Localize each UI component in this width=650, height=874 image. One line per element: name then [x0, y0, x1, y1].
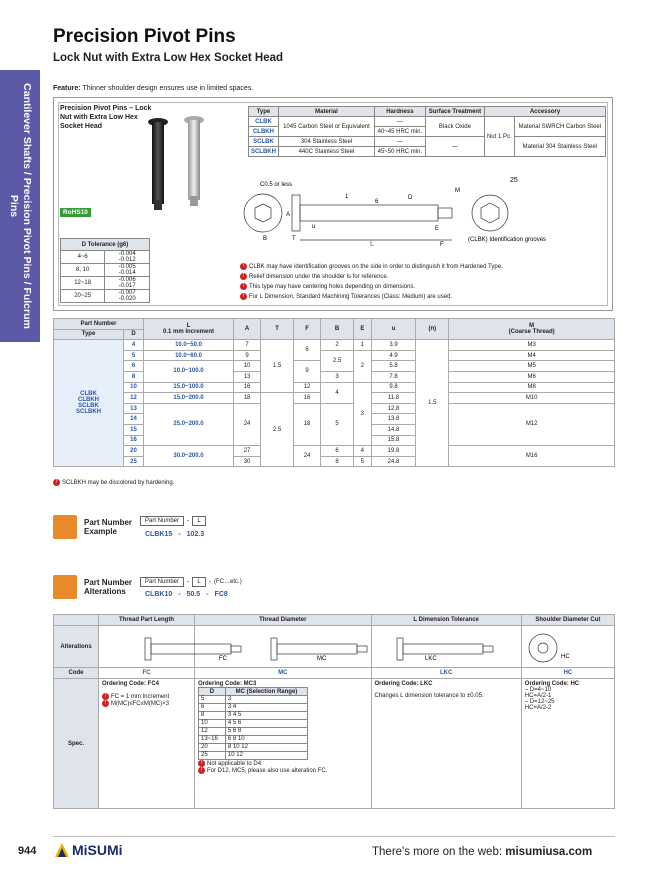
drawing-fig1: 1 [345, 194, 349, 200]
pn-dash: - [187, 578, 190, 586]
pn-alt-label2: Alterations [84, 587, 126, 596]
dim-d: 20 [124, 446, 144, 457]
spec-surface: Black Oxide [425, 117, 484, 137]
pn-example-label [84, 518, 132, 536]
dim-b: 3 [321, 371, 354, 382]
dim-e: 2 [354, 350, 372, 382]
dim-b: 2.5 [321, 350, 354, 371]
dim-d: 4 [124, 340, 144, 351]
grooves-label: (CLBK) Identification grooves [468, 237, 547, 243]
pn-dash: - [206, 591, 209, 598]
hc-fig-label: HC [561, 654, 570, 660]
dim-u: 9.8 [371, 382, 416, 393]
dim-header [449, 319, 615, 340]
caution-icon: ! [102, 693, 109, 700]
fc-fig-label: FC [219, 656, 227, 662]
feature-text: Thinner shoulder design ensures use in limited spaces. [82, 85, 254, 92]
dim-f: 16 [294, 393, 321, 404]
pn-alt-value [145, 591, 228, 598]
pn-dash: - [187, 517, 190, 525]
dim-e: E [435, 226, 440, 232]
dim-m: M16 [449, 446, 615, 467]
dim-header-m: M [529, 323, 535, 330]
surface-roughness: 25 [510, 177, 518, 184]
alt-row-header: Spec. [54, 679, 99, 809]
alt-code: MC [195, 668, 372, 679]
mc-d: 25 [199, 752, 226, 760]
dtol-val [105, 251, 150, 264]
pn-box: Part Number [140, 577, 184, 587]
dtol-d: 8, 10 [61, 264, 105, 277]
dim-header: D [124, 329, 144, 340]
dim-header: Type [54, 329, 124, 340]
dim-u: 12.8 [371, 403, 416, 414]
dim-e: 4 [354, 446, 372, 457]
dim-a: 16 [234, 382, 261, 393]
mc-range: 8 10 12 [225, 744, 307, 752]
dim-l: 15.0~200.0 [144, 393, 234, 404]
spec-material: 304 Stainless Steel [278, 137, 374, 147]
dtol-lower: -0.017 [118, 283, 136, 289]
alt-col-header: L Dimension Tolerance [371, 615, 521, 626]
dtol-lower: -0.014 [118, 270, 136, 276]
part-number-alterations-icon [53, 575, 77, 599]
dim-u: 14.8 [371, 424, 416, 435]
spec-header: Type [249, 107, 279, 117]
hc-line: HC=A/2-1 [524, 693, 552, 699]
note-item [240, 272, 503, 282]
fc-line: M(MC)≤FC≤M(MC)×3 [111, 701, 170, 708]
alt-code: FC [99, 668, 195, 679]
mc-range: 3 4 5 [225, 712, 307, 720]
caution-icon: ! [102, 700, 109, 707]
pn-alt-code: CLBK10 [145, 591, 173, 598]
pn-box: Part Number [140, 516, 184, 526]
footer-divider [53, 836, 615, 837]
dim-u: 7.8 [371, 371, 416, 382]
alt-code: LKC [371, 668, 521, 679]
dtol-d: 20~25 [61, 290, 105, 303]
dim-a: 7 [234, 340, 261, 351]
fc-line: FC = 1 mm Increment [111, 694, 170, 701]
dtol-lower: -0.020 [118, 296, 136, 302]
web-promo [372, 846, 592, 858]
alt-col-header: Thread Diameter [195, 615, 372, 626]
dim-d: 5 [124, 350, 144, 361]
mc-note: For D12, MC5, please also use alteration FC. [207, 768, 328, 775]
pn-dash: - [208, 578, 212, 586]
pn-example-label2: Example [84, 527, 117, 536]
alt-col-header: Thread Part Length [99, 615, 195, 626]
hc-line: HC=A/2-2 [524, 705, 552, 711]
alt-spec-lkc [371, 679, 521, 809]
dim-m: M5 [449, 361, 615, 372]
dim-header: B [321, 319, 354, 340]
mc-d: 5 [199, 696, 226, 704]
dim-d: D [408, 195, 413, 201]
pn-alt-label [84, 578, 132, 596]
dim-d: 12 [124, 393, 144, 404]
dim-l: L [370, 241, 374, 248]
technical-drawing [240, 168, 610, 260]
mc-d: 20 [199, 744, 226, 752]
dtol-upper: -0.007 [118, 290, 136, 296]
caution-icon: ! [198, 760, 205, 767]
dim-u: 13.8 [371, 414, 416, 425]
chamfer-note: C0.5 or less [260, 182, 293, 188]
mc-range: 6 8 10 [225, 736, 307, 744]
dim-f: 9 [294, 361, 321, 382]
dim-d: 13 [124, 403, 144, 414]
dim-m: M4 [449, 350, 615, 361]
pn-alt-option: FC8 [214, 591, 228, 598]
dim-t: 1.5 [261, 340, 294, 393]
hc-line: – D=4~10 [524, 687, 552, 693]
mc-note: Not applicable to D4. [207, 761, 263, 768]
dim-t: 2.5 [261, 393, 294, 467]
dim-a: 18 [234, 393, 261, 404]
web-url[interactable]: misumiusa.com [505, 846, 593, 858]
dim-u: 15.8 [371, 435, 416, 446]
dim-header-l2: 0.1 mm Increment [162, 329, 215, 336]
mc-ordering-code: Ordering Code: MC3 [198, 681, 257, 687]
dtol-val [105, 277, 150, 290]
lkc-fig-label: LKC [425, 656, 437, 662]
dim-header: E [354, 319, 372, 340]
dim-u: 3.9 [371, 340, 416, 351]
dim-m: M6 [449, 371, 615, 382]
dim-b: 4 [321, 382, 354, 403]
hardening-note-text: SCLBKH may be discolored by hardening. [62, 480, 175, 487]
d-tolerance-table [60, 238, 150, 303]
dim-d: 25 [124, 456, 144, 467]
dim-u: 24.8 [371, 456, 416, 467]
caution-icon: ! [240, 283, 247, 290]
pn-box: L [192, 516, 205, 526]
dtol-upper: -0.004 [118, 251, 136, 257]
feature-label: Feature: [53, 85, 81, 92]
section-side-tab [0, 70, 40, 342]
spec-material: 1045 Carbon Steel or Equivalent [278, 117, 374, 137]
dim-type: CLBKH [78, 397, 99, 404]
alt-spec-mc [195, 679, 372, 809]
dim-u: 5.8 [371, 361, 416, 372]
dtol-val [105, 290, 150, 303]
pn-dash: - [178, 591, 181, 598]
pn-box: L [192, 577, 205, 587]
dim-header-l: L [186, 323, 191, 330]
note-text: This type may have centering holes depending on dimensions. [249, 284, 416, 290]
dim-l: 15.0~100.0 [144, 382, 234, 393]
alt-corner [54, 615, 99, 626]
dim-f: 6 [294, 340, 321, 361]
dim-f: F [440, 242, 444, 248]
spec-accessory-material: Material SWRCH Carbon Steel [514, 117, 605, 137]
dim-header: F [294, 319, 321, 340]
spec-hardness: — [374, 137, 425, 147]
dim-b: 6 [321, 446, 354, 457]
dim-d: 8 [124, 371, 144, 382]
dim-header: u [371, 319, 416, 340]
mc-fig-label: MC [317, 656, 327, 662]
note-item [240, 292, 503, 302]
page-subtitle: Lock Nut with Extra Low Hex Socket Head [53, 52, 284, 64]
dim-f: 24 [294, 446, 321, 467]
lkc-ordering-code: Ordering Code: LKC [374, 681, 433, 687]
dim-l: 10.0~50.0 [144, 340, 234, 351]
dim-type: CLBK [80, 391, 97, 398]
dtol-d: 12~18 [61, 277, 105, 290]
dim-a: A [286, 212, 291, 218]
dim-m: M12 [449, 403, 615, 445]
spec-material: 440C Stainless Steel [278, 147, 374, 157]
note-item [240, 282, 503, 292]
side-tab-label: Cantilever Shafts / Precision Pivot Pins / Fulcrum Pins [8, 83, 33, 329]
mc-header: D [199, 688, 226, 696]
dimension-table [53, 318, 615, 467]
notes [240, 262, 503, 302]
dim-a: 13 [234, 371, 261, 382]
dim-m: M8 [449, 382, 615, 393]
dim-e: 5 [354, 456, 372, 467]
alt-row-header: Code [54, 668, 99, 679]
misumi-logo-icon [55, 843, 69, 857]
mc-d: 6 [199, 704, 226, 712]
lkc-text: Changes L dimension tolerance to ±0.05. [374, 693, 484, 699]
dim-u: 4.9 [371, 350, 416, 361]
mc-range: 10 12 [225, 752, 307, 760]
alt-code: HC [521, 668, 614, 679]
dim-u: u [312, 224, 316, 230]
spec-type: CLBKH [249, 127, 279, 137]
hc-line: – D=12~25 [524, 699, 555, 705]
part-number-example-icon [53, 515, 77, 539]
dim-a: 30 [234, 456, 261, 467]
pn-alt-format [140, 577, 242, 587]
dtol-upper: -0.005 [118, 264, 136, 270]
dim-f: 18 [294, 403, 321, 445]
dim-m: M [455, 188, 460, 194]
pn-example-value [145, 531, 204, 538]
dim-types [54, 340, 124, 467]
dtol-lower: -0.012 [118, 257, 136, 263]
dim-e: 1 [354, 340, 372, 351]
dim-b: 5 [321, 403, 354, 445]
dim-d: 14 [124, 414, 144, 425]
dim-u: 19.8 [371, 446, 416, 457]
dim-l: 25.0~200.0 [144, 403, 234, 445]
caution-icon: ! [240, 293, 247, 300]
spec-header: Material [278, 107, 374, 117]
alt-row-header: Alterations [54, 626, 99, 668]
mc-d: 8 [199, 712, 226, 720]
dim-e: 3 [354, 382, 372, 446]
mc-range: 3 [225, 696, 307, 704]
mc-d: 12 [199, 728, 226, 736]
dim-b: 2 [321, 340, 354, 351]
pn-example-length: 102.3 [186, 531, 205, 538]
spec-surface: — [425, 137, 484, 157]
alt-spec-hc [521, 679, 614, 809]
dim-d: 16 [124, 435, 144, 446]
dim-a: 9 [234, 350, 261, 361]
spec-hardness: 45~50 HRC min. [374, 147, 425, 157]
spec-table [248, 106, 606, 157]
dim-header: A [234, 319, 261, 340]
hc-ordering-code: Ordering Code: HC [524, 681, 580, 687]
dim-a: 24 [234, 403, 261, 445]
spec-type: CLBK [249, 117, 279, 127]
page-title: Precision Pivot Pins [53, 26, 236, 47]
dtol-header: D Tolerance (g6) [61, 239, 150, 251]
dim-n: 1.5 [416, 340, 449, 467]
dim-header: T [261, 319, 294, 340]
dim-header-m2: (Coarse Thread) [508, 329, 555, 336]
alt-spec-fc [99, 679, 195, 809]
note-text: For L Dimension, Standard Machining Tolerances (Class: Medium) are used. [249, 294, 453, 300]
dtol-val [105, 264, 150, 277]
spec-accessory: Nut 1 Pc. [485, 117, 515, 157]
feature-line [53, 85, 253, 92]
dtol-d: 4~6 [61, 251, 105, 264]
mc-d: 13~16 [199, 736, 226, 744]
dim-f: 12 [294, 382, 321, 393]
spec-header: Hardness [374, 107, 425, 117]
dim-a: 10 [234, 361, 261, 372]
spec-header: Accessory [485, 107, 606, 117]
dim-b: 8 [321, 456, 354, 467]
spec-accessory-material: Material 304 Stainless Steel [514, 137, 605, 157]
pn-dash: - [178, 531, 181, 538]
mc-table [198, 687, 308, 760]
dim-u: 11.8 [371, 393, 416, 404]
note-item [240, 262, 503, 272]
mc-range: 4 5 6 [225, 720, 307, 728]
dim-header: (n) [416, 319, 449, 340]
page-number: 944 [18, 845, 37, 857]
note-text: Relief dimension under the shoulder is for reference. [249, 274, 389, 280]
pn-example-label1: Part Number [84, 518, 133, 527]
dim-l: 30.0~200.0 [144, 446, 234, 467]
mc-range: 5 6 8 [225, 728, 307, 736]
dim-a: 27 [234, 446, 261, 457]
drawing-fig2: 6 [375, 199, 379, 205]
dtol-upper: -0.006 [118, 277, 136, 283]
spec-type: SCLBK [249, 137, 279, 147]
dim-l: 10.0~60.0 [144, 350, 234, 361]
pn-example-format [140, 516, 206, 526]
spec-hardness: — [374, 117, 425, 127]
dim-l: 10.0~100.0 [144, 361, 234, 382]
dim-type: SCLBKH [76, 409, 101, 416]
misumi-logo: MiSUMi [72, 842, 123, 858]
pn-alt-length: 50.5 [186, 591, 201, 598]
hardening-note [53, 479, 174, 486]
mc-range: 3 4 [225, 704, 307, 712]
dim-d: 6 [124, 361, 144, 372]
pn-alt-label1: Part Number [84, 578, 133, 587]
dim-m: M3 [449, 340, 615, 351]
caution-icon: ! [198, 767, 205, 774]
spec-type: SCLBKH [249, 147, 279, 157]
dim-d: 10 [124, 382, 144, 393]
alteration-figures [135, 630, 615, 666]
dim-t: T [292, 236, 296, 242]
dim-header: Part Number [54, 319, 144, 330]
caution-icon: ! [240, 273, 247, 280]
product-title: Precision Pivot Pins – Lock Nut with Extra Low Hex Socket Head [60, 105, 152, 130]
pn-example-code: CLBK15 [145, 531, 173, 538]
web-text: There's more on the web: [372, 846, 503, 858]
spec-header: Surface Treatment [425, 107, 484, 117]
dim-type: SCLBK [78, 403, 99, 410]
spec-hardness: 40~45 HRC min. [374, 127, 425, 137]
caution-icon: ! [240, 263, 247, 270]
mc-header: MC (Selection Range) [225, 688, 307, 696]
dim-b: B [263, 236, 268, 242]
note-text: CLBK may have identification grooves on the side in order to distinguish it from Hardened Type. [249, 264, 503, 270]
product-photo [130, 112, 220, 214]
dim-header [144, 319, 234, 340]
fc-ordering-code: Ordering Code: FC4 [102, 681, 160, 687]
rohs-badge: RoHS10 [60, 208, 91, 217]
alt-col-header: Shoulder Diameter Cut [521, 615, 614, 626]
pn-alt-suffix: (FC…etc.) [214, 579, 242, 585]
dim-d: 15 [124, 424, 144, 435]
mc-d: 10 [199, 720, 226, 728]
dim-m: M10 [449, 393, 615, 404]
caution-icon: ! [53, 479, 60, 486]
